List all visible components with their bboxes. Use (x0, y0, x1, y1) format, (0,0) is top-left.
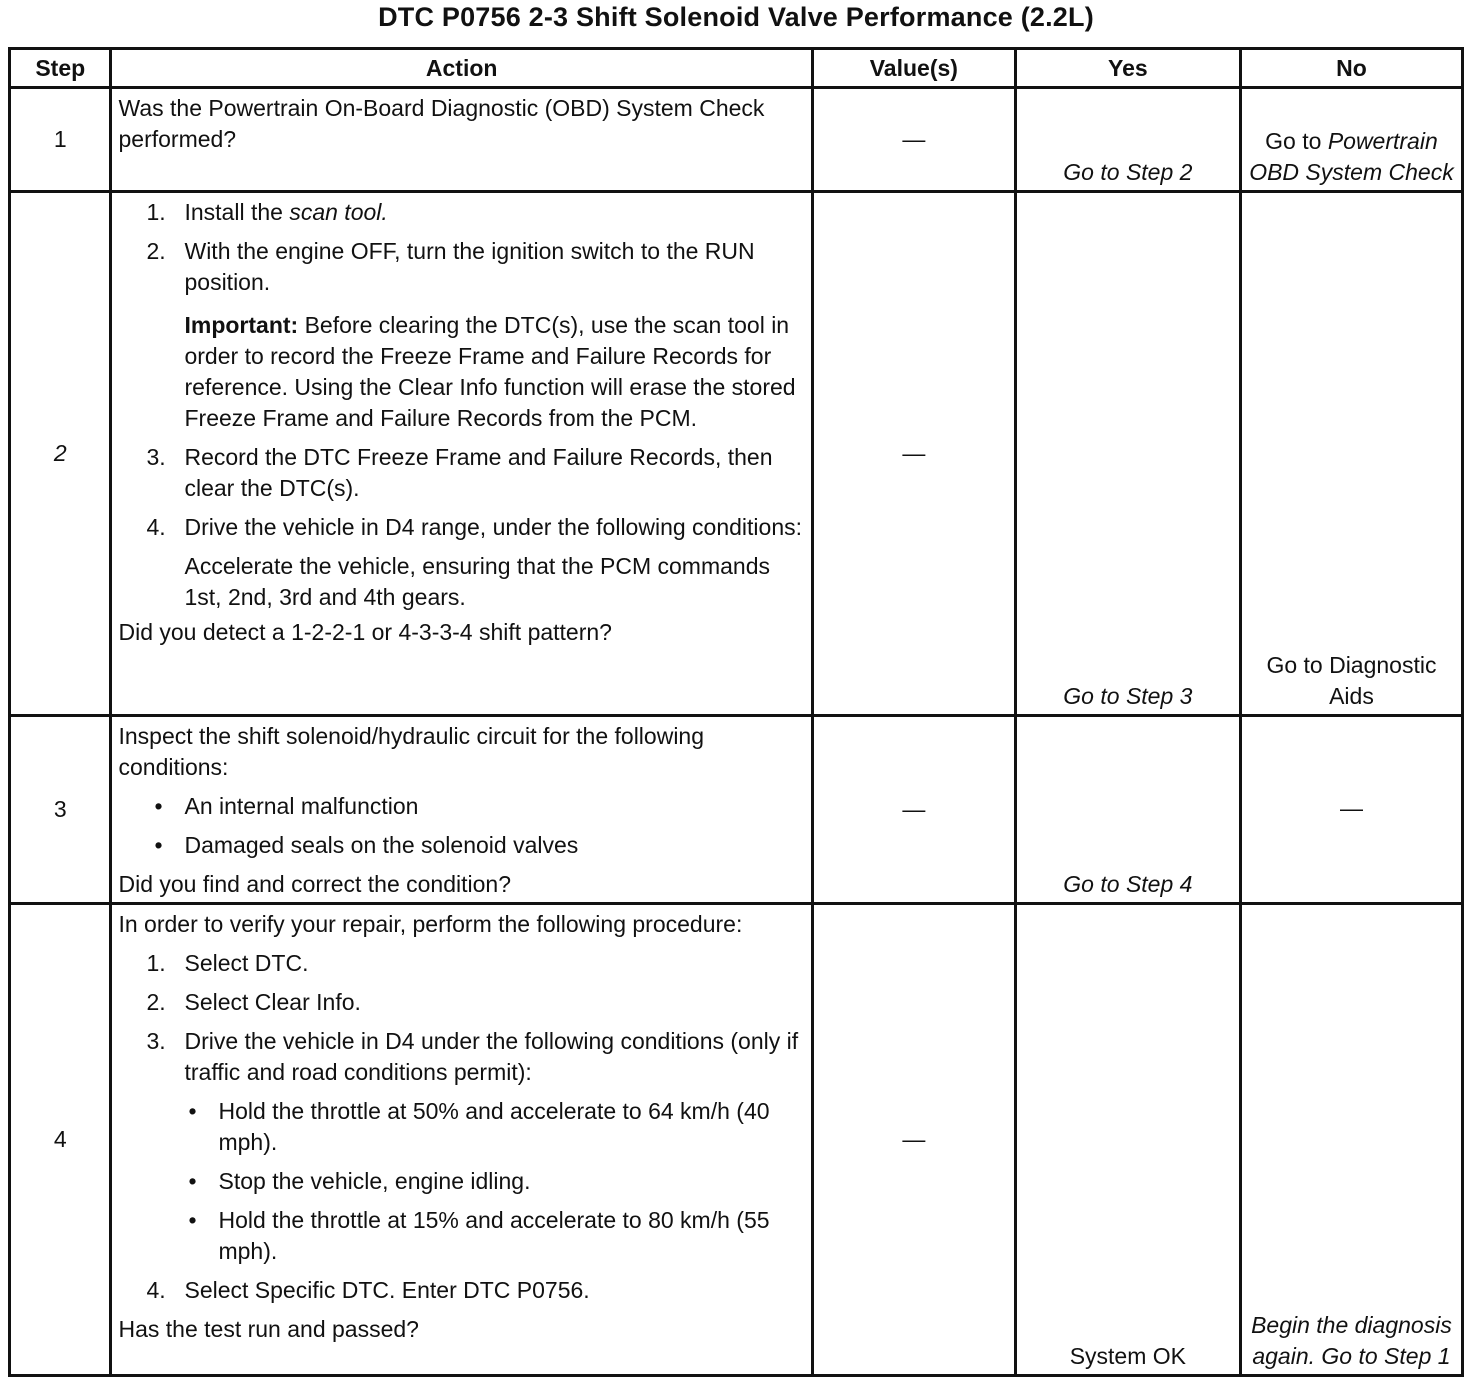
item-text: Drive the vehicle in D4 under the following conditions (only if traffic and road conditions permit): (184, 1028, 799, 1085)
no-cell: — (1240, 716, 1462, 904)
question-text: Did you detect a 1-2-2-1 or 4-3-3-4 shift pattern? (118, 619, 612, 645)
item-text: Record the DTC Freeze Frame and Failure Records, then clear the DTC(s). (184, 444, 773, 501)
step-number: 4 (10, 904, 111, 1376)
bullet: • (188, 1207, 197, 1233)
table-row-step-4 (10, 904, 1463, 1376)
list-item (188, 1166, 802, 1197)
no-cell[interactable] (1240, 88, 1462, 192)
list-item (146, 236, 802, 298)
page-title: DTC P0756 2-3 Shift Solenoid Valve Performance (2.2L) (378, 2, 1094, 32)
yes-cell[interactable]: Go to Step 2 (1015, 88, 1240, 192)
list-item (146, 442, 802, 504)
item-number: 4. (146, 1277, 166, 1303)
item-number: 4. (146, 514, 166, 540)
step-number: 1 (10, 88, 111, 192)
action-cell (111, 716, 812, 904)
item-text: Select DTC. (184, 950, 309, 976)
bullet: • (154, 793, 163, 819)
bullet: • (154, 832, 163, 858)
header-action: Action (111, 49, 812, 88)
yes-cell[interactable]: Go to Step 4 (1015, 716, 1240, 904)
table-row-step-3 (10, 716, 1463, 904)
item-number: 1. (146, 950, 166, 976)
action-cell (111, 88, 812, 192)
list-item (154, 830, 802, 861)
important-note (184, 310, 802, 434)
header-values: Value(s) (812, 49, 1015, 88)
action-cell (111, 192, 812, 716)
item-text: Select Clear Info. (184, 989, 361, 1015)
sub-text: Accelerate the vehicle, ensuring that the PCM commands 1st, 2nd, 3rd and 4th gears. (184, 553, 770, 610)
yes-cell: System OK (1015, 904, 1240, 1376)
item-text: Drive the vehicle in D4 range, under the following conditions: (184, 514, 803, 540)
yes-cell[interactable]: Go to Step 3 (1015, 192, 1240, 716)
no-link[interactable]: Powertrain OBD System Check (1249, 128, 1454, 185)
item-number: 1. (146, 199, 166, 225)
list-item (146, 197, 802, 228)
list-item (154, 791, 802, 822)
intro-text: Inspect the shift solenoid/hydraulic circuit for the following conditions: (118, 723, 705, 780)
no-cell[interactable]: Begin the diagnosis again. Go to Step 1 (1240, 904, 1462, 1376)
item-text: Hold the throttle at 15% and accelerate to 80 km/h (55 mph). (218, 1207, 770, 1264)
item-text: Damaged seals on the solenoid valves (184, 832, 579, 858)
question-text: Did you find and correct the condition? (118, 871, 512, 897)
list-item (146, 512, 802, 543)
item-number: 3. (146, 1028, 166, 1054)
diagnostic-table (8, 47, 1464, 1377)
list-item (146, 1275, 802, 1306)
table-row-step-1 (10, 88, 1463, 192)
item-text: Install the (184, 199, 283, 225)
question-text: Has the test run and passed? (118, 1316, 419, 1342)
header-yes: Yes (1015, 49, 1240, 88)
intro-text: In order to verify your repair, perform the following procedure: (118, 911, 743, 937)
action-cell (111, 904, 812, 1376)
item-text: An internal malfunction (184, 793, 419, 819)
important-text: Before clearing the DTC(s), use the scan tool in order to record the Freeze Frame and Failure Records for reference. Using the Clear Info function will erase the stored Freeze Frame and Failure Records from the PCM. (184, 312, 796, 431)
table-row-step-2 (10, 192, 1463, 716)
value-cell: — (812, 904, 1015, 1376)
item-number: 2. (146, 238, 166, 264)
step-number: 2 (10, 192, 111, 716)
list-item (146, 948, 802, 979)
bullet: • (188, 1168, 197, 1194)
header-step: Step (10, 49, 111, 88)
item-number: 3. (146, 444, 166, 470)
bullet: • (188, 1098, 197, 1124)
list-item (146, 987, 802, 1018)
value-cell: — (812, 716, 1015, 904)
list-item (188, 1096, 802, 1158)
item-text: Stop the vehicle, engine idling. (218, 1168, 531, 1194)
value-cell: — (812, 192, 1015, 716)
no-prefix: Go to (1265, 128, 1322, 154)
item-text: With the engine OFF, turn the ignition switch to the RUN position. (184, 238, 755, 295)
item-number: 2. (146, 989, 166, 1015)
question-text: Was the Powertrain On-Board Diagnostic (OBD) System Check performed? (118, 95, 765, 152)
important-label: Important: (184, 312, 299, 338)
step-number: 3 (10, 716, 111, 904)
no-cell[interactable]: Go to Diagnostic Aids (1240, 192, 1462, 716)
header-no: No (1240, 49, 1462, 88)
item-emphasis: scan tool. (289, 199, 388, 225)
item-text: Select Specific DTC. Enter DTC P0756. (184, 1277, 590, 1303)
header-row (10, 49, 1463, 88)
item-text: Hold the throttle at 50% and accelerate to 64 km/h (40 mph). (218, 1098, 770, 1155)
list-item (146, 1026, 802, 1088)
value-cell: — (812, 88, 1015, 192)
list-item (188, 1205, 802, 1267)
